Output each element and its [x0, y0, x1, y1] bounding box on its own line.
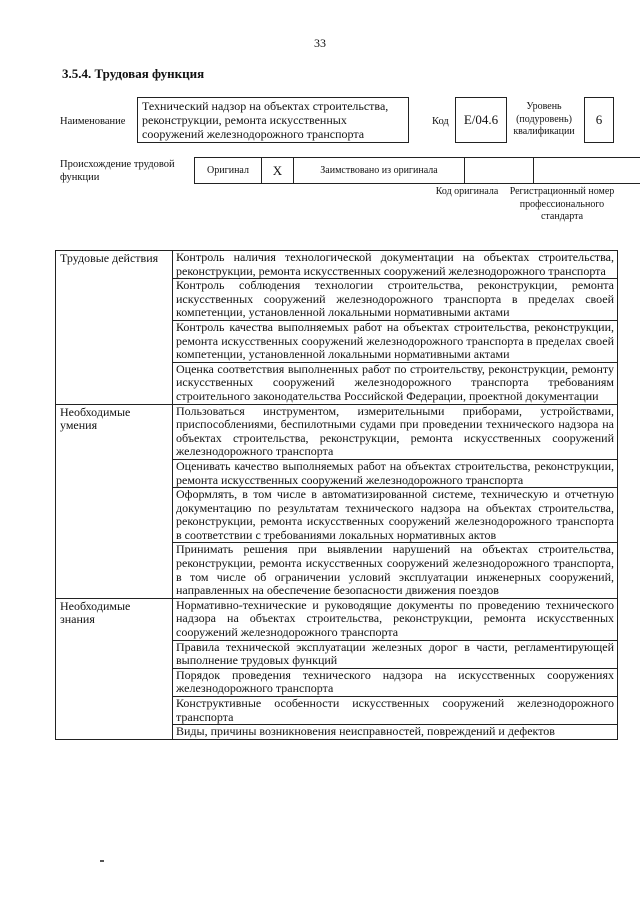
- requirement-cell: Пользоваться инструментом, измерительными приборами, устройствами, приспособлениями, беспилотными судами при проведении технического надзора на объектах строительства, реконструкции, ремонта искусственных сооружений железнодорожного транспорта: [173, 404, 618, 459]
- function-name-value: Технический надзор на объектах строительства, реконструкции, ремонта искусственных сооружений железнодорожного транспорта: [137, 97, 409, 143]
- requirements-table-body: [56, 251, 618, 740]
- requirement-cell: Контроль качества выполняемых работ на объектах строительства, реконструкции, ремонта искусственных сооружений железнодорожного транспорта в пределах своей компетенции, установленной локальными нормативными актами: [173, 320, 618, 362]
- origin-row: [195, 157, 640, 184]
- requirement-cell: Виды, причины возникновения неисправностей, повреждений и дефектов: [173, 725, 618, 740]
- code-label: Код: [432, 116, 449, 127]
- category-cell: Необходимые умения: [56, 404, 173, 598]
- original-code-label: Код оригинала: [435, 186, 499, 197]
- table-row: [56, 598, 618, 640]
- requirement-cell: Правила технической эксплуатации железных дорог в части, регламентирующей выполнение трудовых функций: [173, 640, 618, 668]
- requirement-cell: Оформлять, в том числе в автоматизированной системе, техническую и отчетную документацию по результатам технического надзора на объектах строительства, реконструкции, ремонта искусственных сооружений железнодорожного транспорта в соответствии с требованиями локальных нормативных актов: [173, 488, 618, 543]
- code-value: E/04.6: [455, 97, 507, 143]
- name-label: Наименование: [60, 116, 126, 127]
- section-title: 3.5.4. Трудовая функция: [62, 66, 205, 81]
- original-mark: X: [261, 157, 294, 184]
- requirement-cell: Оценка соответствия выполненных работ по строительству, реконструкции, ремонту искусственных сооружений железнодорожного транспорта требованиям строительного законодательства Российской Федерации, проектной документации: [173, 362, 618, 404]
- requirement-cell: Оценивать качество выполняемых работ на объектах строительства, реконструкции, ремонта искусственных сооружений железнодорожного транспорта: [173, 459, 618, 487]
- original-code-cell: [464, 157, 534, 184]
- requirements-table: [55, 250, 618, 740]
- original-label: Оригинал: [194, 157, 262, 184]
- registration-number-cell: [533, 157, 640, 184]
- requirement-cell: Нормативно-технические и руководящие документы по проведению технического надзора на объектах строительства, реконструкции, ремонта искусственных сооружений железнодорожного транспорта: [173, 598, 618, 640]
- category-cell: Необходимые знания: [56, 598, 173, 739]
- scan-mark: [100, 860, 104, 862]
- origin-label: Происхождение трудовой функции: [60, 159, 175, 183]
- page-number: 33: [314, 36, 326, 50]
- table-row: [56, 404, 618, 459]
- qualification-level-label: Уровень (подуровень) квалификации: [513, 101, 575, 137]
- category-cell: Трудовые действия: [56, 251, 173, 405]
- requirement-cell: Конструктивные особенности искусственных сооружений железнодорожного транспорта: [173, 697, 618, 725]
- table-row: [56, 251, 618, 279]
- requirement-cell: Принимать решения при выявлении нарушений на объектах строительства, реконструкции, ремонта искусственных сооружений железнодорожного транспорта, в том числе об ограничении условий эксплуатации инженерных сооружений, направленных на обеспечение безопасности движения поездов: [173, 543, 618, 598]
- borrowed-label: Заимствовано из оригинала: [293, 157, 465, 184]
- requirement-cell: Порядок проведения технического надзора на искусственных сооружениях железнодорожного транспорта: [173, 668, 618, 696]
- registration-number-label: Регистрационный номер профессионального стандарта: [509, 186, 615, 222]
- qualification-level-value: 6: [584, 97, 614, 143]
- requirement-cell: Контроль наличия технологической документации на объектах строительства, реконструкции, ремонта искусственных сооружений железнодорожного транспорта: [173, 251, 618, 279]
- requirement-cell: Контроль соблюдения технологии строительства, реконструкции, ремонта искусственных сооружений железнодорожного транспорта в пределах своей компетенции, установленной локальными нормативными актами: [173, 279, 618, 321]
